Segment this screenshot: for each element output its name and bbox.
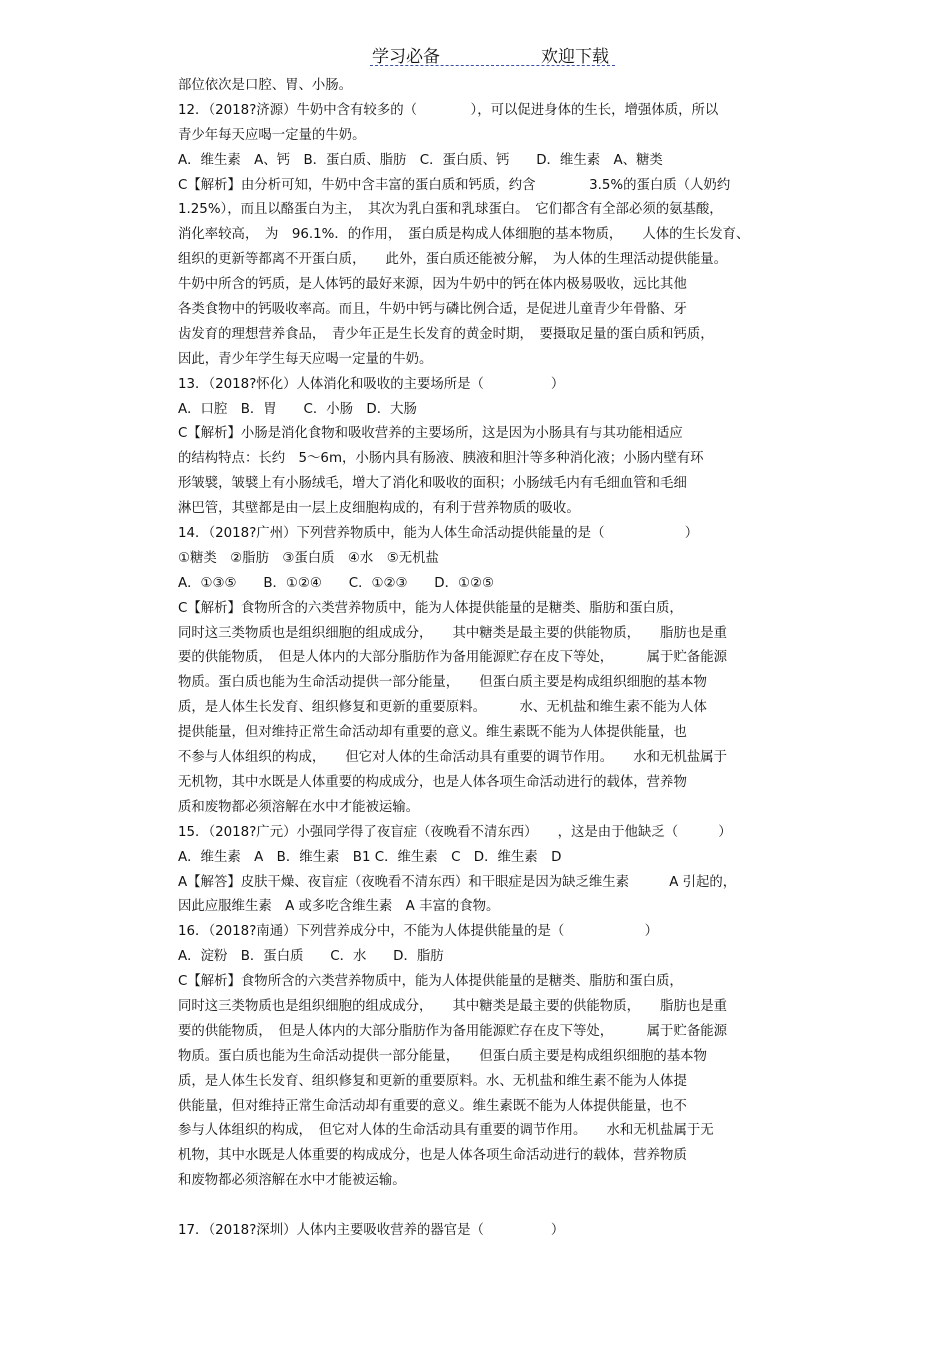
header-left-text: 学习必备 [372,47,440,67]
text-line: 要的供能物质， 但是人体内的大部分脂肪作为备用能源贮存在皮下等处， 属于贮备能源 [178,1023,728,1039]
text-line: A．淀粉 B．蛋白质 C．水 D．脂肪 [178,949,444,965]
text-line: 提供能量，但对维持正常生命活动却有重要的意义。维生素既不能为人体提供能量，也 [178,725,687,741]
text-line: 和废物都必须溶解在水中才能被运输。 [178,1173,406,1189]
text-line: 14．（2018?广州）下列营养物质中，能为人体生命活动提供能量的是（ ） [178,526,699,542]
text-line: C【解析】食物所含的六类营养物质中，能为人体提供能量的是糖类、脂肪和蛋白质， [178,600,683,616]
text-line: ①糖类 ②脂肪 ③蛋白质 ④水 ⑤无机盐 [178,550,439,566]
text-line: 形皱襞，皱襞上有小肠绒毛，增大了消化和吸收的面积；小肠绒毛内有毛细血管和毛细 [178,476,687,492]
text-line: 部位依次是口腔、胃、小肠。 [178,78,353,93]
text-line: 青少年每天应喝一定量的牛奶。 [178,127,366,143]
text-line: 参与人体组织的构成， 但它对人体的生命活动具有重要的调节作用。 水和无机盐属于无 [178,1123,714,1139]
text-line: C【解析】食物所含的六类营养物质中，能为人体提供能量的是糖类、脂肪和蛋白质， [178,974,683,990]
text-line: 因此应服维生素 A 或多吃含维生素 A 丰富的食物。 [178,899,500,915]
text-line: 物质。蛋白质也能为生命活动提供一部分能量， 但蛋白质主要是构成组织细胞的基本物 [178,1048,707,1064]
text-line: 质，是人体生长发育、组织修复和更新的重要原料。水、无机盐和维生素不能为人体提 [178,1073,687,1089]
document-body [178,74,808,1244]
text-line: 消化率较高， 为 96.1%．的作用， 蛋白质是构成人体细胞的基本物质， 人体的生长发育、 [178,227,750,243]
text-line: 同时这三类物质也是组织细胞的组成成分， 其中糖类是最主要的供能物质， 脂肪也是重 [178,625,728,641]
text-line: 17．（2018?深圳）人体内主要吸收营养的器官是（ ） [178,1222,565,1238]
text-line: 淋巴管，其壁都是由一层上皮细胞构成的，有利于营养物质的吸收。 [178,501,580,517]
text-line: 1.25%），而且以酪蛋白为主， 其次为乳白蛋和乳球蛋白。 它们都含有全部必须的氨基酸， [178,202,723,218]
text-line: 各类食物中的钙吸收率高。而且，牛奶中钙与磷比例合适，是促进儿童青少年骨骼、牙 [178,302,687,318]
text-line: 15．（2018?广元）小强同学得了夜盲症（夜晚看不清东西） ，这是由于他缺乏（ ） [178,824,732,840]
text-line: 同时这三类物质也是组织细胞的组成成分， 其中糖类是最主要的供能物质， 脂肪也是重 [178,998,728,1014]
text-line: 组织的更新等都离不开蛋白质， 此外，蛋白质还能被分解， 为人体的生理活动提供能量。 [178,252,728,268]
text-line: 因此，青少年学生每天应喝一定量的牛奶。 [178,351,433,367]
text-line: C【解析】由分析可知，牛奶中含丰富的蛋白质和钙质，约含 3.5%的蛋白质（人奶约 [178,177,731,193]
text-line: 16．（2018?南通）下列营养成分中，不能为人体提供能量的是（ ） [178,924,659,940]
text-line: A【解答】皮肤干燥、夜盲症（夜晚看不清东西）和干眼症是因为缺乏维生素 A 引起的， [178,874,737,890]
header-right-text: 欢迎下载 [541,47,609,67]
text-line: 不参与人体组织的构成， 但它对人体的生命活动具有重要的调节作用。 水和无机盐属于 [178,750,728,766]
text-line: A．①③⑤ B．①②④ C．①②③ D．①②⑤ [178,575,494,591]
text-line: A．维生素 A B．维生素 B1 C．维生素 C D．维生素 D [178,849,562,865]
text-line: 12．（2018?济源）牛奶中含有较多的（ ），可以促进身体的生长，增强体质，所以 [178,102,719,118]
text-line: C【解析】小肠是消化食物和吸收营养的主要场所，这是因为小肠具有与其功能相适应 [178,426,683,442]
text-line: 的结构特点：长约 5～6m，小肠内具有肠液、胰液和胆汁等多种消化液；小肠内壁有环 [178,451,704,467]
text-line: 无机物，其中水既是人体重要的构成成分，也是人体各项生命活动进行的载体，营养物 [178,774,687,790]
text-line: 供能量，但对维持正常生命活动却有重要的意义。维生素既不能为人体提供能量，也不 [178,1098,687,1114]
text-line: 质和废物都必须溶解在水中才能被运输。 [178,799,420,815]
text-line: A．维生素 A、钙 B．蛋白质、脂肪 C．蛋白质、钙 D．维生素 A、糖类 [178,152,663,168]
text-line: 要的供能物质， 但是人体内的大部分脂肪作为备用能源贮存在皮下等处， 属于贮备能源 [178,650,728,666]
page-header [0,40,950,68]
text-line: 牛奶中所含的钙质，是人体钙的最好来源，因为牛奶中的钙在体内极易吸收，远比其他 [178,277,687,293]
text-line: A．口腔 B．胃 C．小肠 D．大肠 [178,401,417,417]
text-line: 机物，其中水既是人体重要的构成成分，也是人体各项生命活动进行的载体，营养物质 [178,1148,687,1164]
header-divider [370,65,615,66]
text-line [178,1194,808,1219]
text-line: 齿发育的理想营养食品， 青少年正是生长发育的黄金时期， 要摄取足量的蛋白质和钙质， [178,326,714,342]
text-line: 物质。蛋白质也能为生命活动提供一部分能量， 但蛋白质主要是构成组织细胞的基本物 [178,675,707,691]
text-line: 13．（2018?怀化）人体消化和吸收的主要场所是（ ） [178,376,565,392]
text-line: 质，是人体生长发育、组织修复和更新的重要原料。 水、无机盐和维生素不能为人体 [178,700,707,716]
